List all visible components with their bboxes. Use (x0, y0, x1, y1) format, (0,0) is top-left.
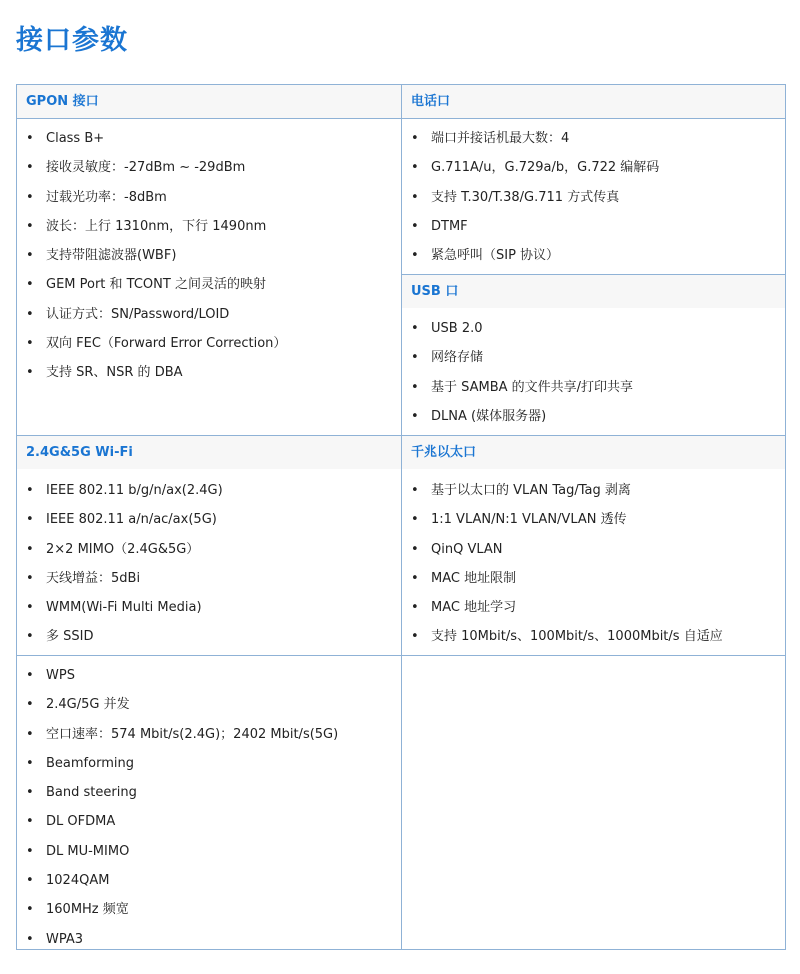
list-item: • DTMF (402, 212, 785, 241)
row-divider (401, 118, 785, 119)
list-item: • WMM(Wi-Fi Multi Media) (17, 593, 401, 622)
list-item: • IEEE 802.11 a/n/ac/ax(5G) (17, 505, 401, 534)
list-item: • 认证方式：SN/Password/LOID (17, 300, 401, 329)
list-item: • G.711A/u，G.729a/b，G.722 编解码 (402, 153, 785, 182)
gpon-header: GPON 接口 (17, 85, 401, 118)
usb-list (402, 314, 785, 431)
ethernet-list (402, 476, 785, 652)
list-item: • USB 2.0 (402, 314, 785, 343)
wifi-list-continued (17, 661, 401, 954)
list-item: • 基于以太口的 VLAN Tag/Tag 剥离 (402, 476, 785, 505)
list-item: • DL OFDMA (17, 807, 401, 836)
gpon-list (17, 124, 401, 388)
wifi-list (17, 476, 401, 652)
list-item: • 接收灵敏度：-27dBm ~ -29dBm (17, 153, 401, 182)
phone-header: 电话口 (402, 85, 785, 118)
list-item: • 2.4G/5G 并发 (17, 690, 401, 719)
list-item: • 1:1 VLAN/N:1 VLAN/VLAN 透传 (402, 505, 785, 534)
list-item: • Beamforming (17, 749, 401, 778)
phone-list (402, 124, 785, 270)
list-item: • 160MHz 频宽 (17, 895, 401, 924)
list-item: • 天线增益：5dBi (17, 564, 401, 593)
row-divider (17, 118, 401, 119)
list-item: • 过载光功率：-8dBm (17, 183, 401, 212)
list-item: • 紧急呼叫（SIP 协议） (402, 241, 785, 270)
list-item: • WPA3 (17, 925, 401, 954)
list-item: • 网络存储 (402, 343, 785, 372)
list-item: • DL MU-MIMO (17, 837, 401, 866)
list-item: • Class B+ (17, 124, 401, 153)
interface-spec-table (16, 84, 786, 950)
list-item: • GEM Port 和 TCONT 之间灵活的映射 (17, 270, 401, 299)
list-item: • IEEE 802.11 b/g/n/ax(2.4G) (17, 476, 401, 505)
list-item: • 波长：上行 1310nm，下行 1490nm (17, 212, 401, 241)
list-item: • 支持 T.30/T.38/G.711 方式传真 (402, 183, 785, 212)
list-item: • 支持带阻滤波器(WBF) (17, 241, 401, 270)
list-item: • MAC 地址学习 (402, 593, 785, 622)
wifi-header: 2.4G&5G Wi-Fi (17, 436, 401, 469)
list-item: • DLNA (媒体服务器) (402, 402, 785, 431)
list-item: • 空口速率：574 Mbit/s(2.4G)；2402 Mbit/s(5G) (17, 720, 401, 749)
usb-header: USB 口 (402, 275, 785, 308)
row-divider (17, 655, 785, 656)
list-item: • WPS (17, 661, 401, 690)
page-title: 接口参数 (16, 25, 128, 56)
list-item: • 基于 SAMBA 的文件共享/打印共享 (402, 373, 785, 402)
list-item: • QinQ VLAN (402, 535, 785, 564)
list-item: • 支持 SR、NSR 的 DBA (17, 358, 401, 387)
list-item: • MAC 地址限制 (402, 564, 785, 593)
list-item: • 双向 FEC（Forward Error Correction） (17, 329, 401, 358)
ethernet-header: 千兆以太口 (402, 436, 785, 469)
list-item: • 1024QAM (17, 866, 401, 895)
list-item: • 多 SSID (17, 622, 401, 651)
list-item: • 支持 10Mbit/s、100Mbit/s、1000Mbit/s 自适应 (402, 622, 785, 651)
list-item: • 2×2 MIMO（2.4G&5G） (17, 535, 401, 564)
list-item: • Band steering (17, 778, 401, 807)
list-item: • 端口并接话机最大数：4 (402, 124, 785, 153)
